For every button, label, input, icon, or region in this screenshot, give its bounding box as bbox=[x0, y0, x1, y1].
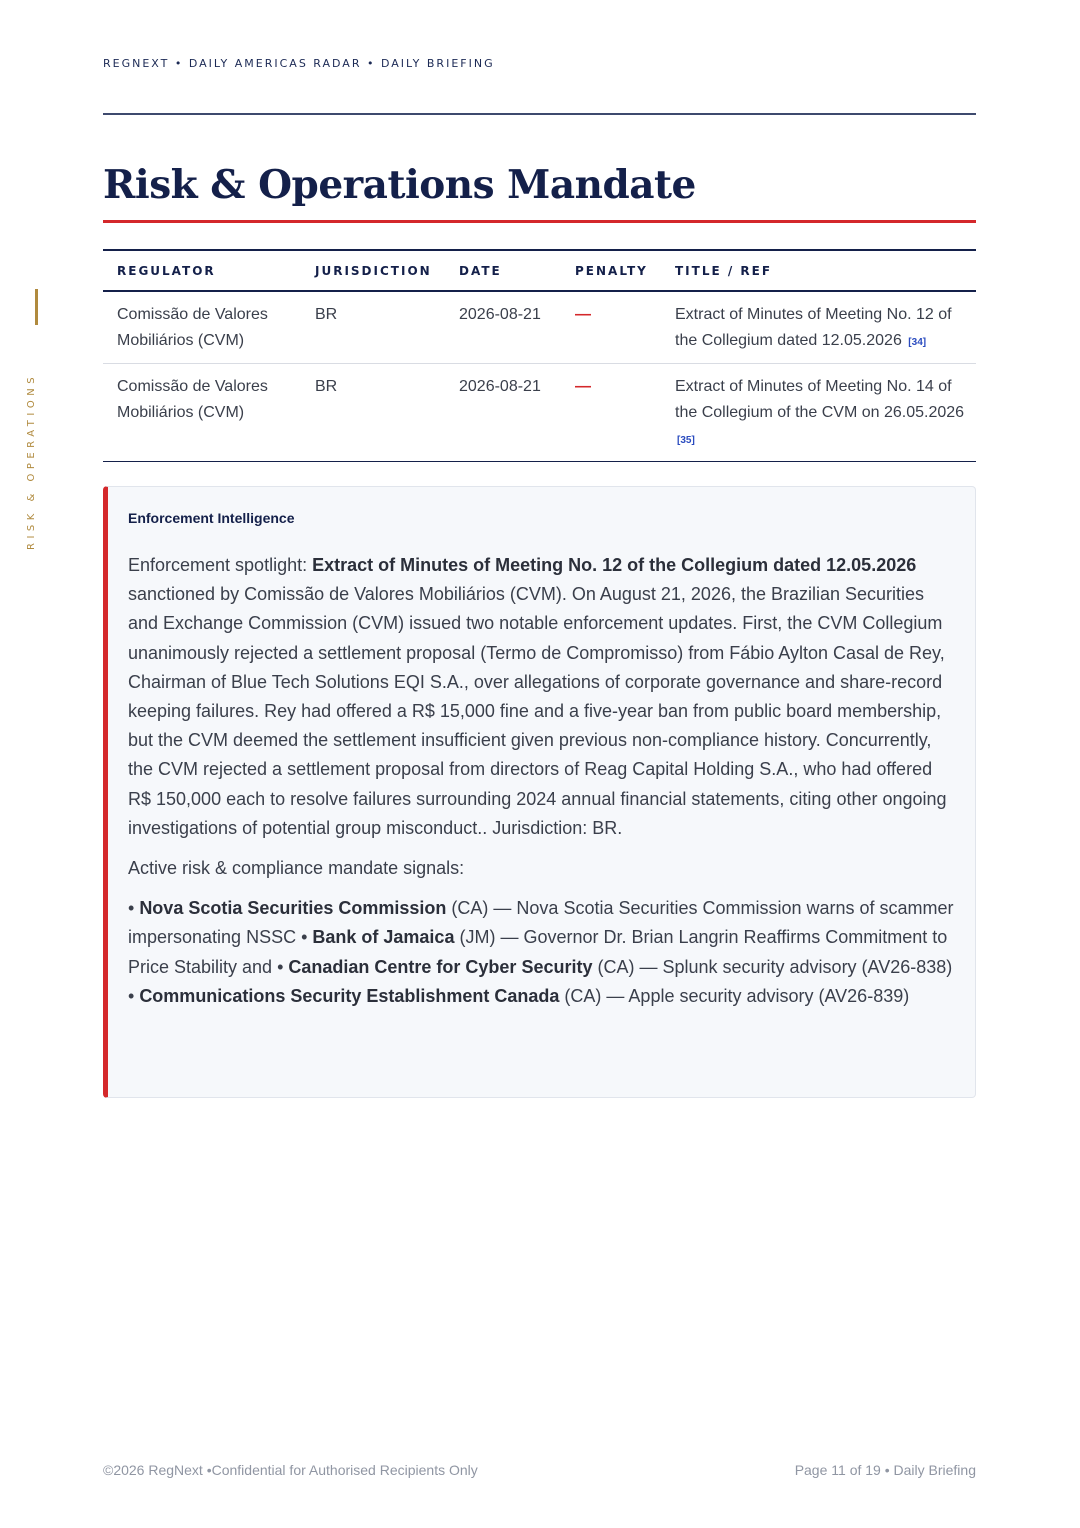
spotlight-paragraph bbox=[128, 551, 958, 843]
penalty-cell bbox=[561, 291, 661, 364]
regulator-name-line2: Mobiliários (CVM) bbox=[117, 332, 245, 349]
regulator-cell bbox=[103, 364, 301, 462]
title-text: Extract of Minutes of Meeting No. 14 of the Collegium of the CVM on 26.05.2026 bbox=[675, 378, 965, 421]
signal-regulator: Bank of Jamaica bbox=[312, 927, 455, 948]
signal-regulator: Nova Scotia Securities Commission bbox=[139, 898, 447, 919]
signal-detail: (CA) — Nova Scotia Securities Commission warns of scammer impersonating NSSC bbox=[128, 898, 954, 948]
reference-link[interactable]: [34] bbox=[908, 337, 927, 348]
header-divider bbox=[103, 113, 976, 115]
footer-copyright: ©2026 RegNext •Confidential for Authorised Recipients Only bbox=[103, 1462, 478, 1478]
jurisdiction-cell: BR bbox=[315, 378, 338, 395]
title-divider bbox=[103, 220, 976, 223]
title-text: Extract of Minutes of Meeting No. 12 of the Collegium dated 12.05.2026 bbox=[675, 306, 952, 349]
signals-list: • Nova Scotia Securities Commission (CA) — Nova Scotia Securities Commission warns of scammer impersonating NSSC • Bank of Jamaica (JM) — Governor Dr. Brian Langrin Reaffirms Commitment to Price Stability and • Canadian Centre for Cyber Security (CA) — Splunk security advisory (AV26-838) • Communications Security Establishment Canada (CA) — Apple security advisory (AV26-839) bbox=[128, 898, 954, 1006]
spotlight-prefix: Enforcement spotlight: bbox=[128, 555, 313, 575]
table-header-row bbox=[103, 250, 976, 291]
regulator-name-line2: Mobiliários (CVM) bbox=[117, 404, 245, 421]
mandate-table bbox=[103, 249, 976, 462]
penalty-cell bbox=[561, 364, 661, 462]
signal-regulator: Canadian Centre for Cyber Security bbox=[288, 956, 593, 977]
column-header-title-ref: TITLE / REF bbox=[661, 250, 976, 291]
date-cell: 2026-08-21 bbox=[459, 378, 541, 395]
section-marker bbox=[35, 289, 38, 325]
running-head: REGNEXT • DAILY AMERICAS RADAR • DAILY BRIEFING bbox=[103, 57, 495, 70]
signal-detail: (CA) — Apple security advisory (AV26-839) bbox=[559, 985, 910, 1006]
reference-link[interactable]: [35] bbox=[677, 435, 695, 446]
regulator-name-line1: Comissão de Valores bbox=[117, 306, 268, 323]
footer-page-number: Page 11 of 19 • Daily Briefing bbox=[794, 1462, 976, 1478]
page-title: Risk & Operations Mandate bbox=[103, 162, 696, 208]
spotlight-title: Extract of Minutes of Meeting No. 12 of the Collegium dated 12.05.2026 bbox=[312, 555, 917, 575]
title-cell bbox=[661, 364, 976, 462]
penalty-value: — bbox=[575, 306, 591, 323]
signals-intro: Active risk & compliance mandate signals: bbox=[128, 858, 465, 879]
panel-heading: Enforcement Intelligence bbox=[128, 510, 295, 526]
spotlight-body: sanctioned by Comissão de Valores Mobiliários (CVM). On August 21, 2026, the Brazilian Securities and Exchange Commission (CVM) issued two notable enforcement updates. First, the CVM Collegium unanimously rejected a settlement proposal (Termo de Compromisso) from Fábio Aylton Casal de Rey, Chairman of Blue Tech Solutions EQI S.A., over allegations of corporate governance and share-record keeping failures. Rey had offered a R$ 15,000 fine and a five-year ban from public board membership, but the CVM deemed the settlement insufficient given previous non-compliance history. Concurrently, the CVM rejected a settlement proposal from directors of Reag Capital Holding S.A., who had offered R$ 150,000 each to resolve failures surrounding 2024 annual financial statements, citing other ongoing investigations of potential group misconduct.. Jurisdiction: BR. bbox=[128, 584, 947, 838]
title-cell bbox=[661, 291, 976, 364]
signal-detail: (JM) — Governor Dr. Brian Langrin Reaffirms Commitment to Price Stability and bbox=[128, 927, 948, 977]
jurisdiction-cell: BR bbox=[301, 291, 445, 364]
penalty-value: — bbox=[575, 378, 591, 395]
date-cell: 2026-08-21 bbox=[445, 291, 561, 364]
signal-regulator: Communications Security Establishment Canada bbox=[139, 985, 560, 1006]
regulator-name-line1: Comissão de Valores bbox=[117, 378, 268, 395]
section-side-label: RISK & OPERATIONS bbox=[26, 372, 37, 550]
signal-detail: (CA) — Splunk security advisory (AV26-838) bbox=[592, 956, 953, 977]
regulator-cell bbox=[103, 291, 301, 364]
column-header-penalty: PENALTY bbox=[561, 250, 661, 291]
panel-body bbox=[128, 551, 958, 1011]
column-header-regulator: REGULATOR bbox=[103, 250, 301, 291]
table-row bbox=[103, 291, 976, 364]
column-header-jurisdiction: JURISDICTION bbox=[301, 250, 445, 291]
table-row bbox=[103, 364, 976, 462]
column-header-date: DATE bbox=[445, 250, 561, 291]
